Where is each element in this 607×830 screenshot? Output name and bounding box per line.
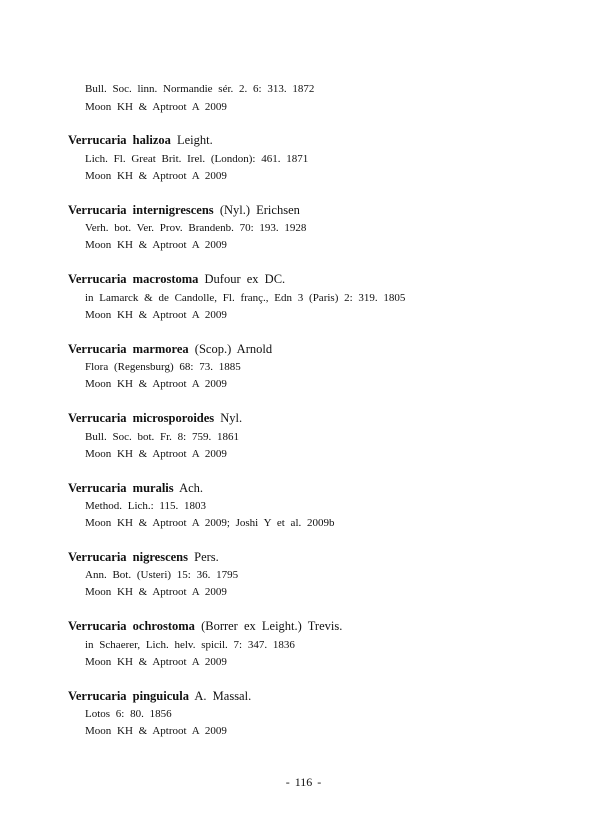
species-entry-title xyxy=(68,341,272,357)
species-entry-title xyxy=(68,480,203,496)
species-entry-title xyxy=(68,132,213,148)
species-citation: Method. Lich.: 115. 1803 xyxy=(85,500,207,512)
species-name: Verrucaria microsporoides xyxy=(68,411,215,425)
species-citation: Ann. Bot. (Usteri) 15: 36. 1795 xyxy=(85,569,239,581)
species-author: Dufour ex DC. xyxy=(204,272,286,286)
species-author: (Borrer ex Leight.) Trevis. xyxy=(201,619,343,633)
species-entry-title xyxy=(68,618,342,634)
species-author: (Scop.) Arnold xyxy=(194,342,273,356)
species-name: Verrucaria pinguicula xyxy=(68,689,189,703)
species-author: (Nyl.) Erichsen xyxy=(219,203,300,217)
species-author: Leight. xyxy=(177,133,213,147)
species-author: A. Massal. xyxy=(194,689,252,703)
species-author: Ach. xyxy=(179,481,204,495)
species-author: Pers. xyxy=(194,550,219,564)
species-source: Moon KH & Aptroot A 2009 xyxy=(85,170,227,182)
lead-source: Moon KH & Aptroot A 2009 xyxy=(85,101,227,113)
species-entry-title xyxy=(68,202,300,218)
species-name: Verrucaria muralis xyxy=(68,481,174,495)
species-citation: Bull. Soc. bot. Fr. 8: 759. 1861 xyxy=(85,431,239,443)
species-name: Verrucaria halizoa xyxy=(68,133,171,147)
species-citation: in Schaerer, Lich. helv. spicil. 7: 347. 1836 xyxy=(85,639,295,651)
species-source: Moon KH & Aptroot A 2009 xyxy=(85,378,227,390)
species-citation: Verh. bot. Ver. Prov. Brandenb. 70: 193. 1928 xyxy=(85,222,307,234)
species-source: Moon KH & Aptroot A 2009 xyxy=(85,586,227,598)
species-name: Verrucaria marmorea xyxy=(68,342,189,356)
species-entry-title xyxy=(68,410,242,426)
species-source: Moon KH & Aptroot A 2009; Joshi Y et al. 2009b xyxy=(85,517,335,529)
species-citation: in Lamarck & de Candolle, Fl. franç., Edn 3 (Paris) 2: 319. 1805 xyxy=(85,292,406,304)
species-name: Verrucaria internigrescens xyxy=(68,203,214,217)
species-name: Verrucaria nigrescens xyxy=(68,550,188,564)
species-source: Moon KH & Aptroot A 2009 xyxy=(85,448,227,460)
species-citation: Lich. Fl. Great Brit. Irel. (London): 461. 1871 xyxy=(85,153,309,165)
species-name: Verrucaria macrostoma xyxy=(68,272,199,286)
species-name: Verrucaria ochrostoma xyxy=(68,619,195,633)
species-entry-title xyxy=(68,549,219,565)
species-author: Nyl. xyxy=(220,411,243,425)
species-entry-title xyxy=(68,271,285,287)
species-source: Moon KH & Aptroot A 2009 xyxy=(85,239,227,251)
species-source: Moon KH & Aptroot A 2009 xyxy=(85,725,227,737)
lead-citation: Bull. Soc. linn. Normandie sér. 2. 6: 313. 1872 xyxy=(85,83,315,95)
species-citation: Lotos 6: 80. 1856 xyxy=(85,708,172,720)
species-citation: Flora (Regensburg) 68: 73. 1885 xyxy=(85,361,241,373)
species-entry-title xyxy=(68,688,251,704)
page-number: - 116 - xyxy=(285,775,322,789)
species-source: Moon KH & Aptroot A 2009 xyxy=(85,656,227,668)
species-source: Moon KH & Aptroot A 2009 xyxy=(85,309,227,321)
